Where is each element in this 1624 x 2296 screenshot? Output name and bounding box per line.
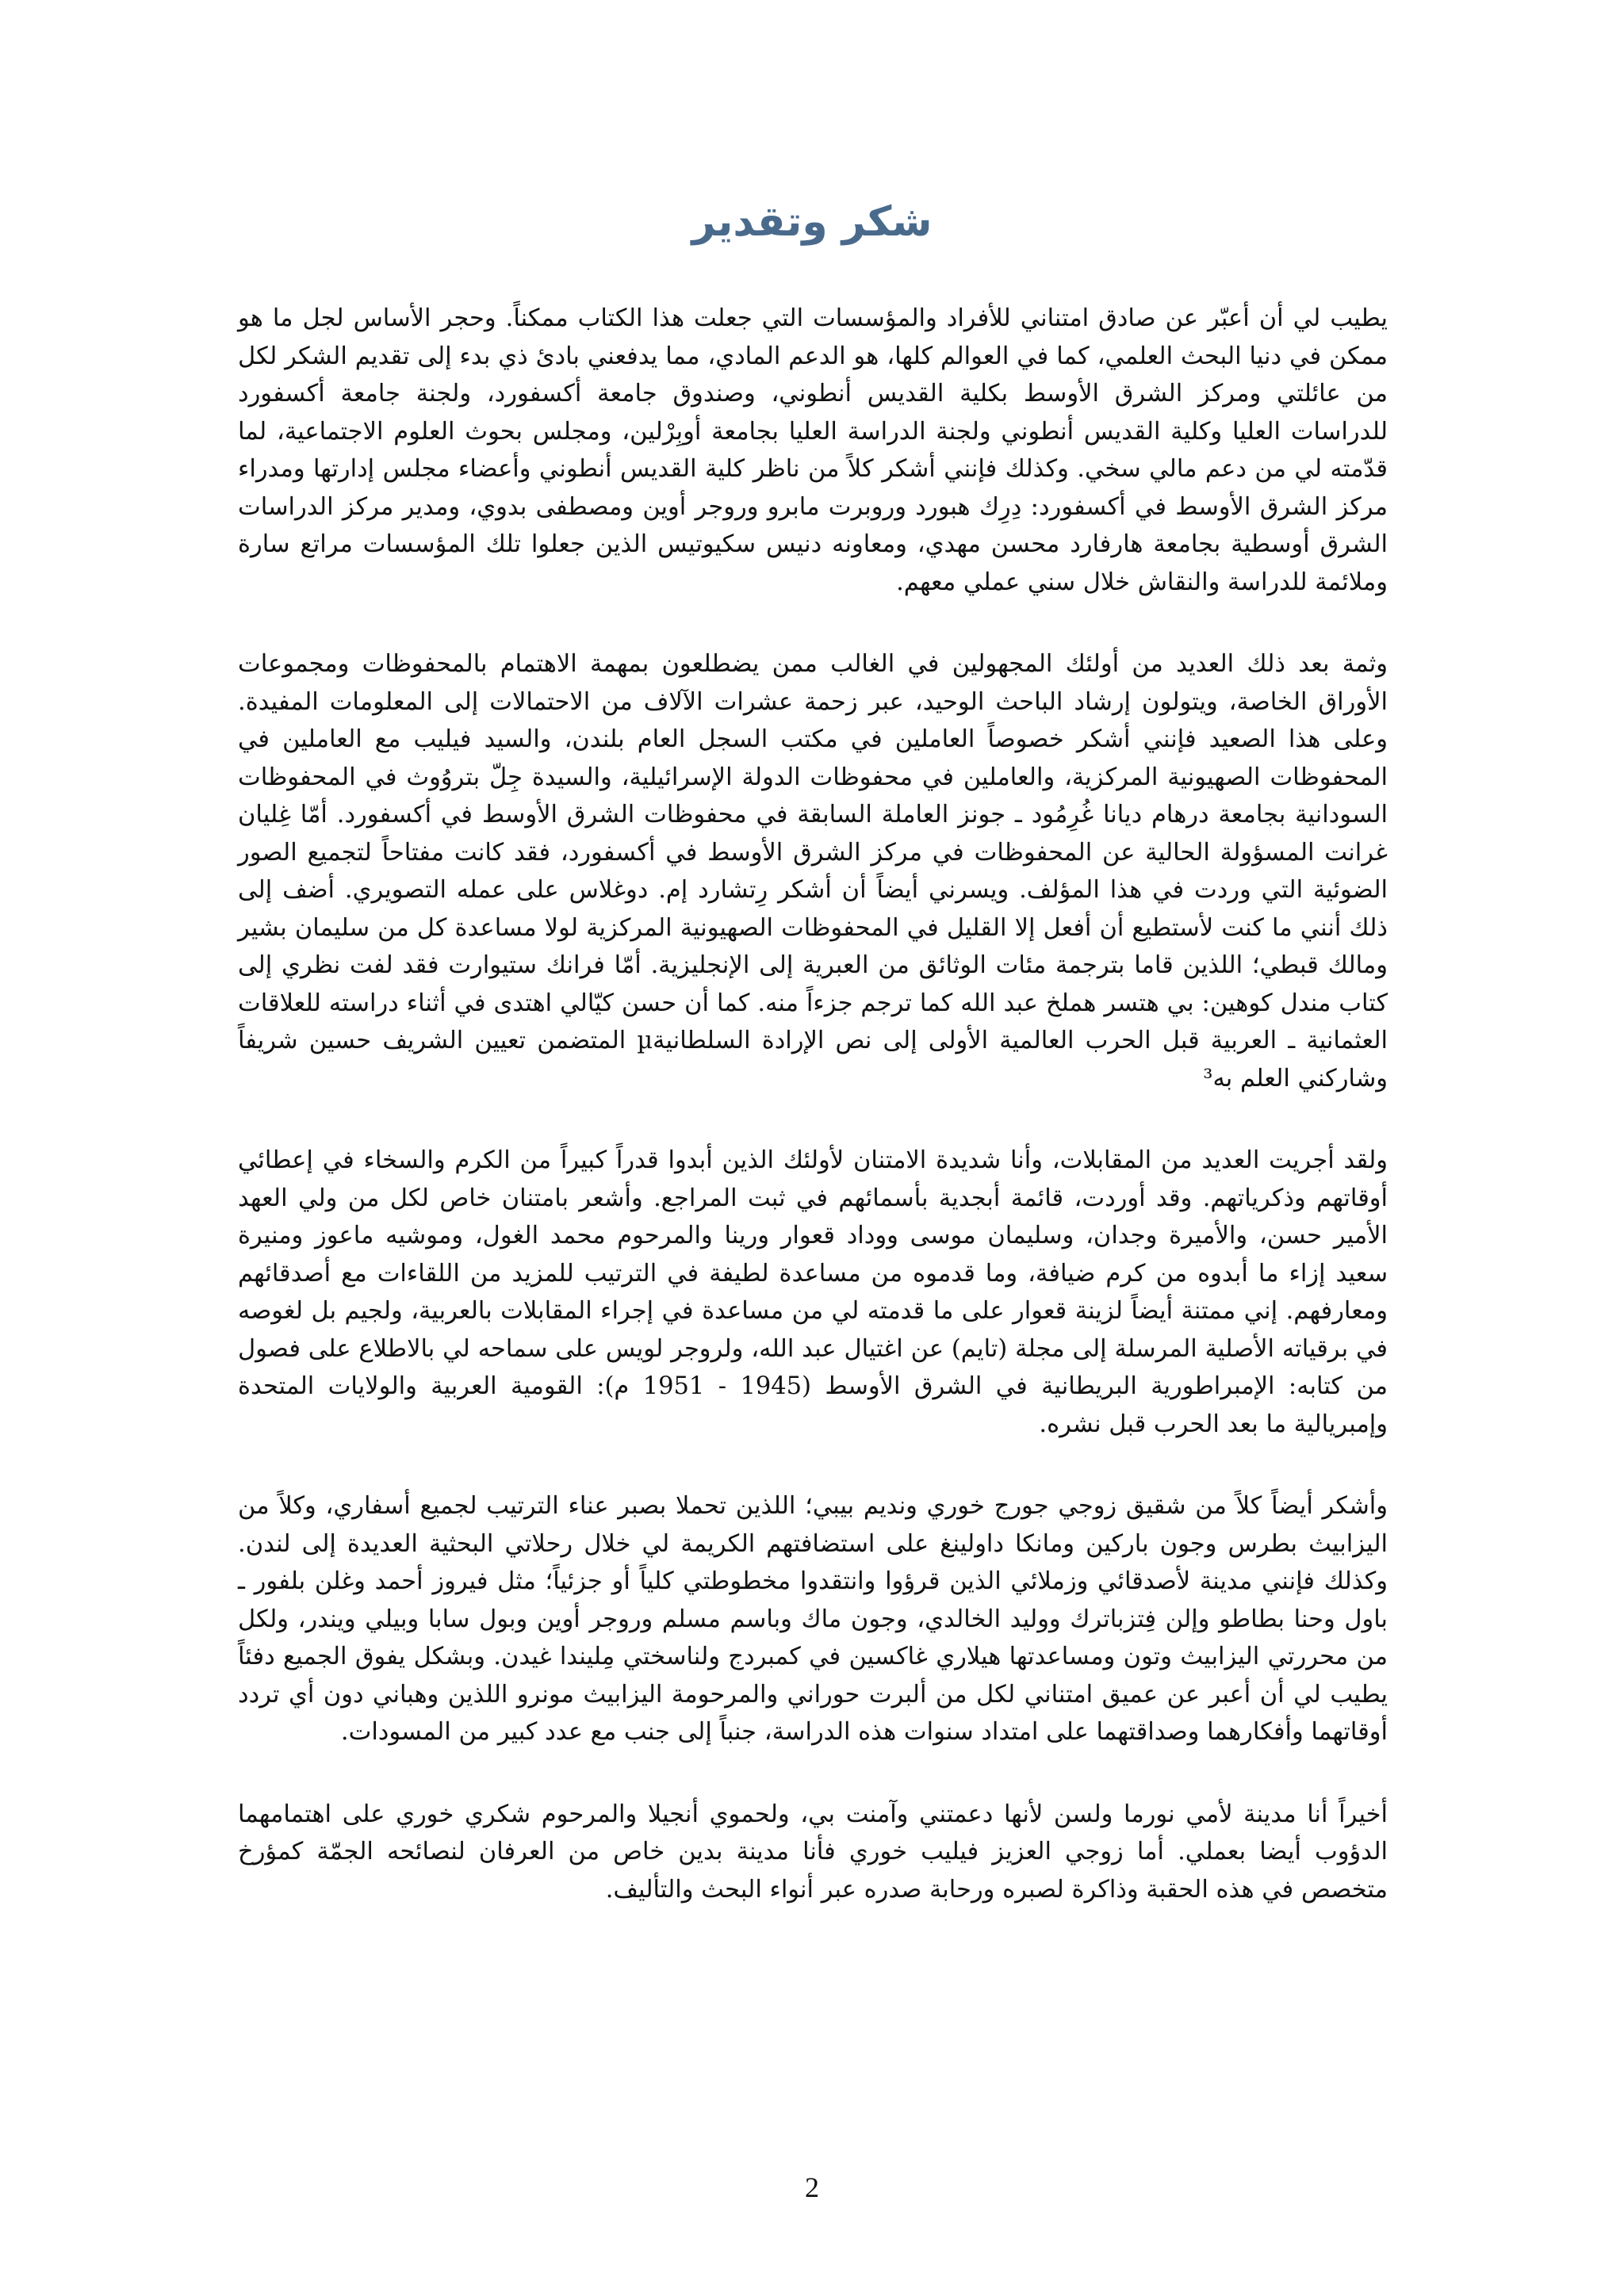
paragraph-family: أخيراً أنا مدينة لأمي نورما ولسن لأنها دعمتني وآمنت بي، ولحموي أنجيلا والمرحوم شكري خوري على اهتمامهما الدؤوب أيضا بعملي. أما زوجي العزيز فيليب خوري فأنا مدينة بدين خاص من العرفان لنصائحه الجمّة كمؤرخ متخصص في هذه الحقبة وذاكرة لصبره ورحابة صدره عبر أنواء البحث والتأليف. (238, 1800, 1388, 1904)
paragraph-interviews: ولقد أجريت العديد من المقابلات، وأنا شديدة الامتنان لأولئك الذين أبدوا قدراً كبيراً من الكرم والسخاء في إعطائي أوقاتهم وذكرياتهم. وقد أوردت، قائمة أبجدية بأسمائهم في ثبت المراجع. وأشعر بامتنان خاص لكل من ولي العهد الأمير حسن، والأميرة وجدان، وسليمان موسى ووداد قعوار ورينا والمرحوم محمد الغول، وموشيه ماعوز ومنيرة سعيد إزاء ما أبدوه من كرم ضيافة، وما قدموه من مساعدة لطيفة في الترتيب للمزيد من اللقاءات مع أصدقائهم ومعارفهم. إني ممتنة أيضاً لزينة قعوار على ما قدمته لي من مساعدة في إجراء المقابلات بالعربية، ولجيم بل لغوصه في برقياته الأصلية المرسلة إلى مجلة (تايم) عن اغتيال عبد الله، ولروجر لويس على سماحه لي بالاطلاع على فصول من كتابه: الإمبراطورية البريطانية في الشرق الأوسط (1945 - 1951 م): القومية العربية والولايات المتحدة وإمبريالية ما بعد الحرب قبل نشره. (238, 1146, 1388, 1438)
page-number: 2 (805, 2172, 819, 2203)
paragraph-friends: وأشكر أيضاً كلاً من شقيق زوجي جورج خوري ونديم بيبي؛ اللذين تحملا بصبر عناء الترتيب لجميع أسفاري، وكلاً من اليزابيث بطرس وجون باركين ومانكا داولينغ على استضافتهم الكريمة لي خلال رحلاتي البحثية العديدة إلى لندن. وكذلك فإنني مدينة لأصدقائي وزملائي الذين قرؤوا وانتقدوا مخطوطتي كلياً أو جزئياً؛ مثل فيروز أحمد وغلن بلفور ـ باول وحنا بطاطو وإلن فِتزباترك ووليد الخالدي، وجون ماك وباسم مسلم وروجر أوين وبول سابا وبيلي ويندر، ولكل من محررتي اليزابيث وتون ومساعدتها هيلاري غاكسين في كمبردج ولناسختي مِليندا غيدن. وبشكل يفوق الجميع دفئاً يطيب لي أن أعبر عن عميق امتناني لكل من ألبرت حوراني والمرحومة اليزابيث مونرو اللذين وهباني دون أي تردد أوقاتهما وأفكارهما وصداقتهما على امتداد سنوات هذه الدراسة، جنباً إلى جنب مع عدد كبير من المسودات. (238, 1492, 1388, 1746)
paragraph-archives: وثمة بعد ذلك العديد من أولئك المجهولين في الغالب ممن يضطلعون بمهمة الاهتمام بالمحفوظات ومجموعات الأوراق الخاصة، ويتولون إرشاد الباحث الوحيد، عبر زحمة عشرات الآلاف من الاحتمالات إلى المعلومات المفيدة. وعلى هذا الصعيد فإنني أشكر خصوصاً العاملين في مكتب السجل العام بلندن، والسيد فيليب مع العاملين في المحفوظات الصهيونية المركزية، والعاملين في محفوظات الدولة الإسرائيلية، والسيدة جِلّ بتروُوث في المحفوظات السودانية بجامعة درهام ديانا غُرِمُود ـ جونز العاملة السابقة في محفوظات الشرق الأوسط في أكسفورد. أمّا غِليان غرانت المسؤولة الحالية عن المحفوظات في مركز الشرق الأوسط في أكسفورد، فقد كانت مفتاحاً لتجميع الصور الضوئية التي وردت في هذا المؤلف. ويسرني أيضاً أن أشكر رِتشارد إم. دوغلاس على عمله التصويري. أضف إلى ذلك أنني ما كنت لأستطيع أن أفعل إلا القليل في المحفوظات الصهيونية المركزية لولا مساعدة كل من سليمان بشير ومالك قبطي؛ اللذين قاما بترجمة مئات الوثائق من العبرية إلى الإنجليزية. أمّا فرانك ستيوارت فقد لفت نظري إلى كتاب مندل كوهين: بي هتسر هملخ عبد الله كما ترجم جزءاً منه. كما أن حسن كيّالي اهتدى في أثناء دراسته للعلاقات العثمانية ـ العربية قبل الحرب العالمية الأولى إلى نص الإرادة السلطانيةµ المتضمن تعيين الشريف حسين شريفاً وشاركني العلم به³ (238, 650, 1388, 1093)
body-text (238, 300, 1388, 1953)
paragraph-funding: يطيب لي أن أعبّر عن صادق امتناني للأفراد والمؤسسات التي جعلت هذا الكتاب ممكناً. وحجر الأساس لجل ما هو ممكن في دنيا البحث العلمي، كما في العوالم كلها، هو الدعم المادي، مما يدفعني بادئ ذي بدء إلى تقديم الشكر لكل من عائلتي ومركز الشرق الأوسط بكلية القديس أنطوني، وصندوق جامعة أكسفورد، ولجنة جامعة أكسفورد للدراسات العليا وكلية القديس أنطوني ولجنة الدراسة العليا بجامعة أوبِرْلين، ومجلس بحوث العلوم الاجتماعية، لما قدّمته لي من دعم مالي سخي. وكذلك فإنني أشكر كلاً من ناظر كلية القديس أنطوني وأعضاء مجلس إدارتها ومدراء مركز الشرق الأوسط في أكسفورد: دِرِك هبورد وروبرت مابرو وروجر أوين ومصطفى بدوي، ومدير مركز الدراسات الشرق أوسطية بجامعة هارفارد محسن مهدي، ومعاونه دنيس سكيوتيس الذين جعلوا تلك المؤسسات مراتع سارة وملائمة للدراسة والنقاش خلال سني عملي معهم. (238, 304, 1388, 596)
page-title: شكر وتقدير (691, 198, 933, 246)
